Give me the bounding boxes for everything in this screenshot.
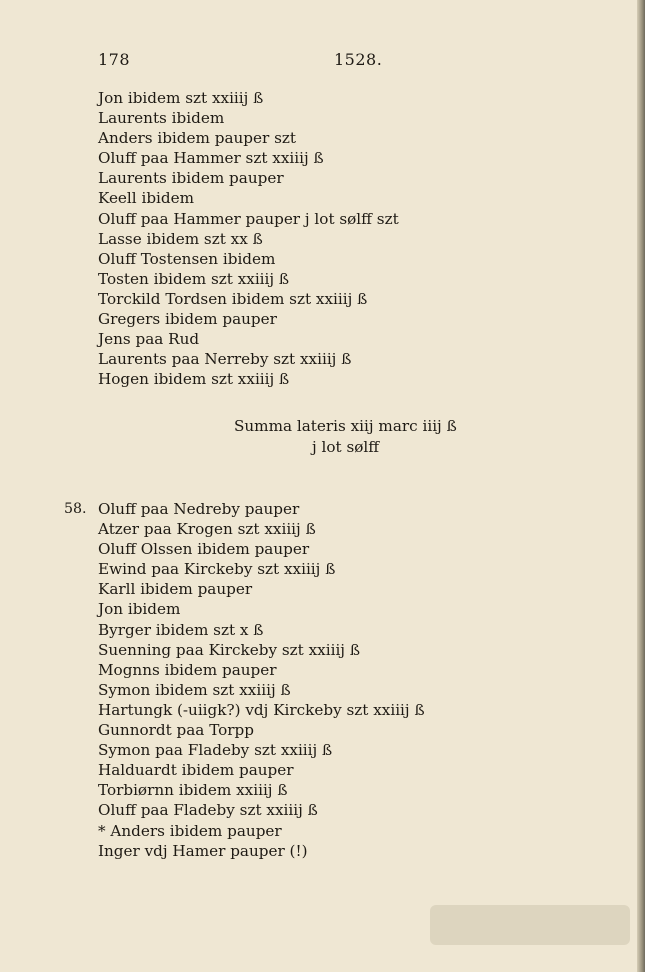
entry-line: Laurents ibidem xyxy=(98,109,225,128)
entry-line: Oluff paa Hammer szt xxiiij ß xyxy=(98,149,324,168)
running-head-year: 1528. xyxy=(334,50,383,69)
entry-line: Halduardt ibidem pauper xyxy=(98,761,294,780)
paper-stain xyxy=(430,905,630,945)
page-edge xyxy=(637,0,645,972)
summary-silver-line: j lot sølff xyxy=(312,438,380,456)
entry-line: Torbiørnn ibidem xxiiij ß xyxy=(98,781,288,800)
entry-line: Mognns ibidem pauper xyxy=(98,660,277,679)
page-summary xyxy=(234,416,494,458)
entry-line: Hogen ibidem szt xxiiij ß xyxy=(98,370,290,389)
entry-line: Anders ibidem pauper szt xyxy=(98,129,296,148)
entry-line: Jon ibidem xyxy=(98,600,181,619)
entry-line: Suenning paa Kirckeby szt xxiiij ß xyxy=(98,640,360,659)
entry-line: Jon ibidem szt xxiiij ß xyxy=(98,89,264,107)
entries-block-1 xyxy=(98,88,598,389)
section-number: 58. xyxy=(64,501,87,517)
entry-line: Oluff Olssen ibidem pauper xyxy=(98,540,310,559)
entry-line: Jens paa Rud xyxy=(98,330,200,349)
entry-line: Keell ibidem xyxy=(98,189,195,208)
page-header xyxy=(98,50,383,74)
entry-line: Oluff Tostensen ibidem xyxy=(98,249,276,268)
entry-line: Karll ibidem pauper xyxy=(98,580,253,599)
entry-line: Symon paa Fladeby szt xxiiij ß xyxy=(98,741,333,760)
summary-total-line: Summa lateris xiij marc iiij ß xyxy=(234,417,457,435)
entry-line: Laurents paa Nerreby szt xxiiij ß xyxy=(98,350,352,369)
entry-line: Hartungk (-uiigk?) vdj Kirckeby szt xxiiij ß xyxy=(98,700,425,719)
entry-line: Atzer paa Krogen szt xxiiij ß xyxy=(98,520,316,539)
entry-text: Oluff paa Nedreby pauper xyxy=(98,500,300,518)
entry-line: Laurents ibidem pauper xyxy=(98,169,284,188)
entry-line: Lasse ibidem szt xx ß xyxy=(98,229,263,248)
entry-line: Inger vdj Hamer pauper (!) xyxy=(98,841,308,860)
entry-line: Gregers ibidem pauper xyxy=(98,310,277,329)
entry-line: Torckild Tordsen ibidem szt xxiiij ß xyxy=(98,289,368,308)
entry-line: Byrger ibidem szt x ß xyxy=(98,620,264,639)
entry-line: Gunnordt paa Torpp xyxy=(98,721,254,740)
entry-line: Oluff paa Hammer pauper j lot sølff szt xyxy=(98,209,399,228)
entry-line: Tosten ibidem szt xxiiij ß xyxy=(98,269,290,288)
page-number: 178 xyxy=(98,50,131,69)
entry-line: Oluff paa Fladeby szt xxiiij ß xyxy=(98,801,318,820)
entry-line: * Anders ibidem pauper xyxy=(98,821,282,840)
entry-line: Ewind paa Kirckeby szt xxiiij ß xyxy=(98,560,336,579)
entry-line xyxy=(64,499,598,519)
entry-line: Symon ibidem szt xxiiij ß xyxy=(98,680,291,699)
entries-block-2 xyxy=(64,499,598,861)
